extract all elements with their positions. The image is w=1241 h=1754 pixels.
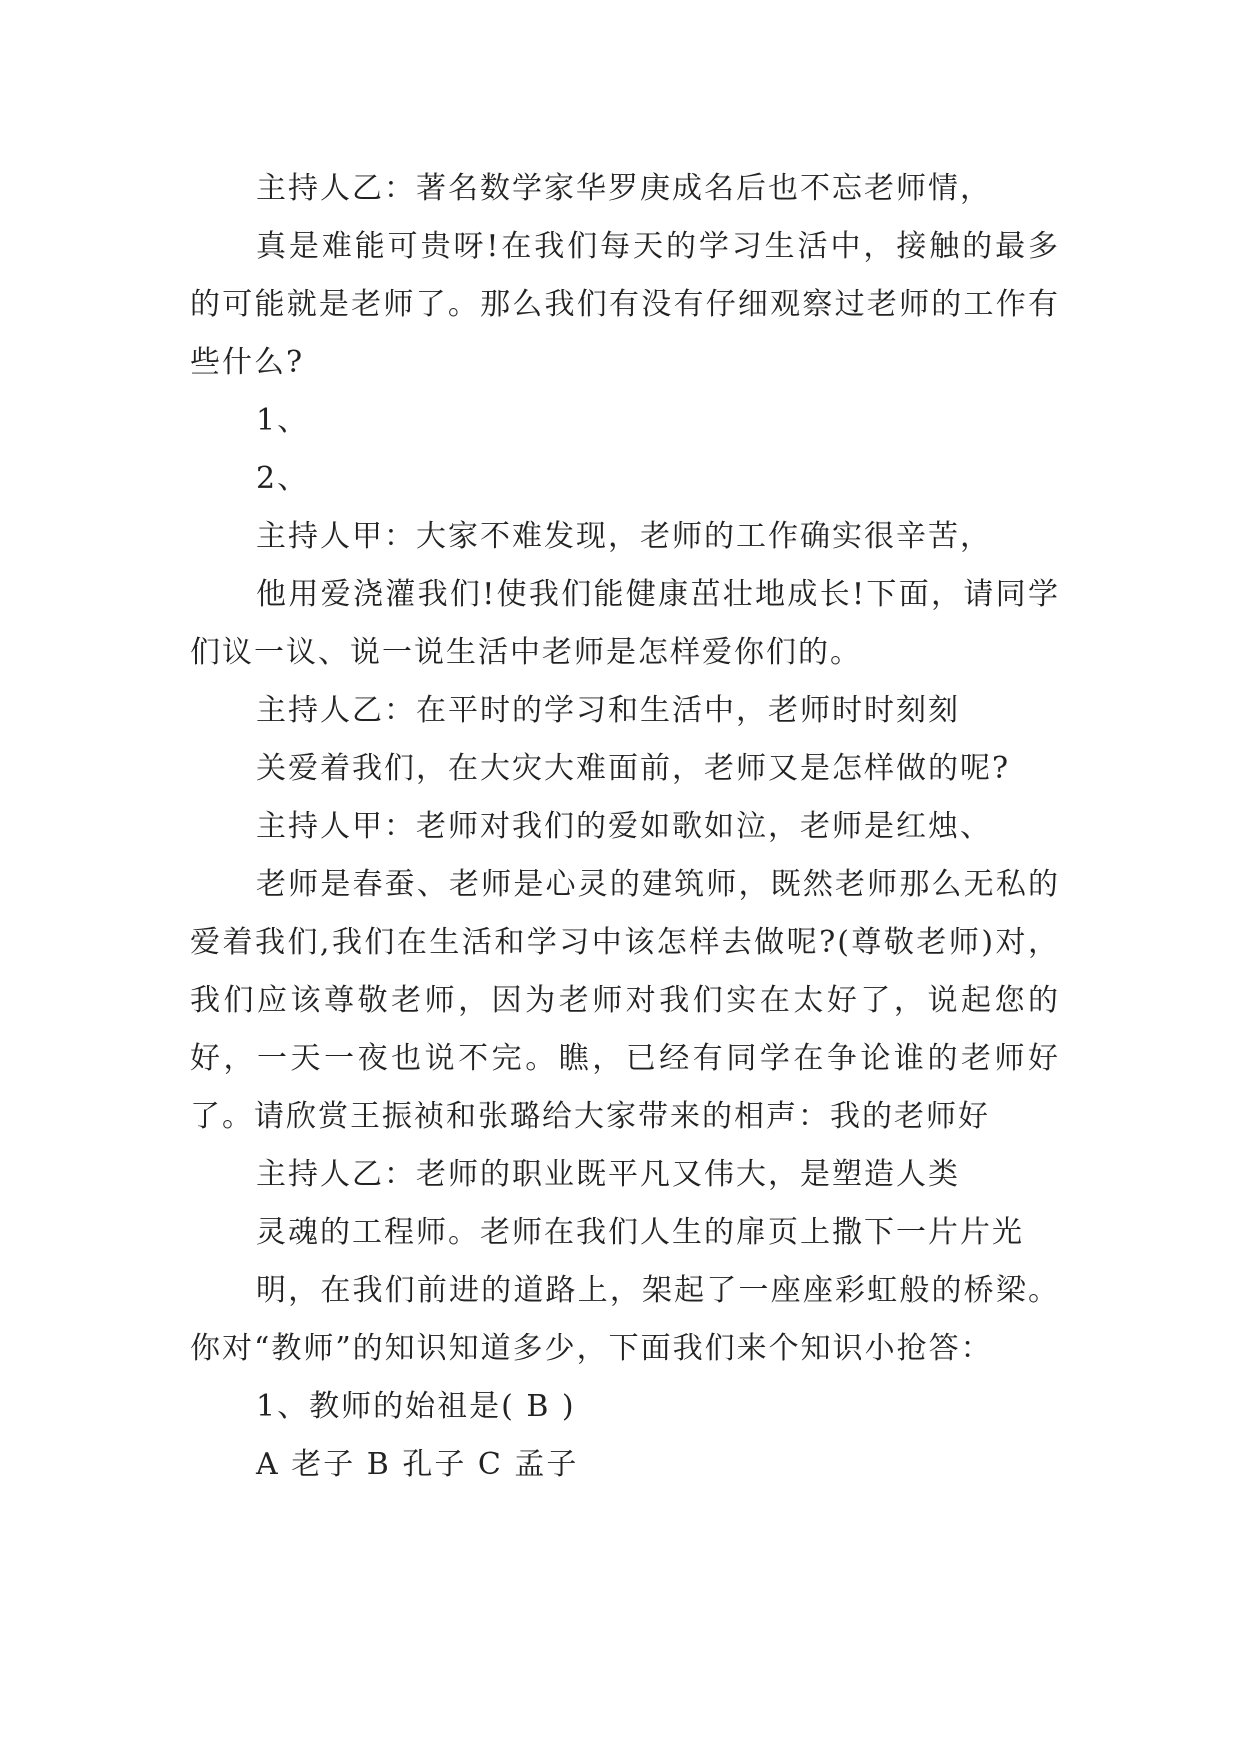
paragraph-5: 主持人甲：大家不难发现，老师的工作确实很辛苦，: [256, 519, 992, 554]
paragraph-9: 主持人甲：老师对我们的爱如歌如泣，老师是红烛、: [256, 809, 992, 844]
paragraph-1: 主持人乙：著名数学家华罗庚成名后也不忘老师情，: [256, 171, 992, 206]
paragraph-2: 真是难能可贵呀!在我们每天的学习生活中，接触的最多的可能就是老师了。那么我们有没有仔细观察过老师的工作有些什么?: [190, 229, 1060, 380]
paragraph-6: 他用爱浇灌我们!使我们能健康茁壮地成长!下面，请同学们议一议、说一说生活中老师是怎样爱你们的。: [190, 577, 1060, 670]
paragraph-15: A 老子 B 孔子 C 孟子: [256, 1447, 579, 1482]
paragraph-11: 主持人乙：老师的职业既平凡又伟大，是塑造人类: [256, 1157, 960, 1192]
paragraph-3: 1、: [256, 403, 310, 438]
paragraph-13: 明，在我们前进的道路上，架起了一座座彩虹般的桥梁。你对“教师”的知识知道多少，下面我们来个知识小抢答：: [190, 1273, 1060, 1366]
document-body: [190, 160, 1060, 1494]
paragraph-12: 灵魂的工程师。老师在我们人生的扉页上撒下一片片光: [256, 1215, 1024, 1250]
paragraph-4: 2、: [256, 461, 310, 496]
paragraph-14: 1、教师的始祖是( B ): [256, 1389, 576, 1424]
paragraph-10: 老师是春蚕、老师是心灵的建筑师，既然老师那么无私的爱着我们,我们在生活和学习中该怎样去做呢?(尊敬老师)对，我们应该尊敬老师，因为老师对我们实在太好了，说起您的好，一天一夜也说不完。瞧，已经有同学在争论谁的老师好了。请欣赏王振祯和张璐给大家带来的相声：我的老师好: [190, 867, 1060, 1134]
paragraph-8: 关爱着我们，在大灾大难面前，老师又是怎样做的呢?: [256, 751, 1011, 786]
paragraph-7: 主持人乙：在平时的学习和生活中，老师时时刻刻: [256, 693, 960, 728]
